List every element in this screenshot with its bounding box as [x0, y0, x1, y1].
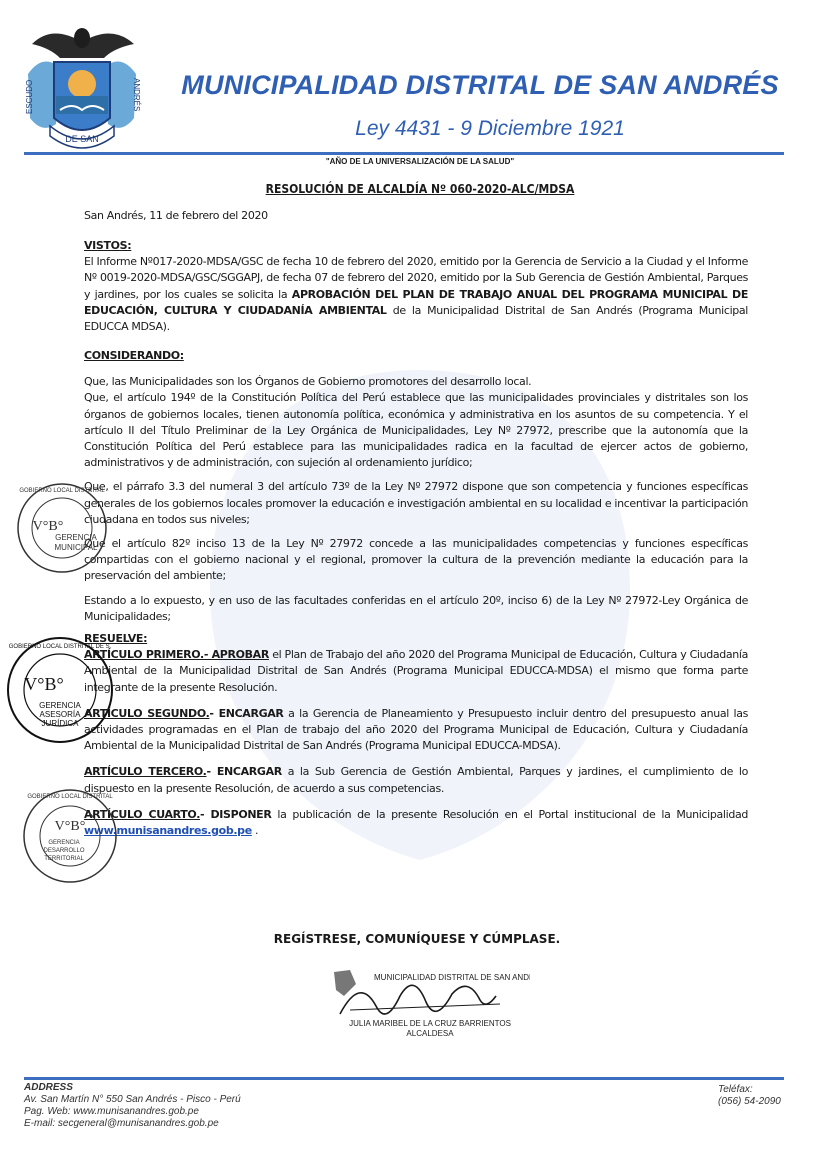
- stamp-1-text-2: MUNICIPAL: [54, 543, 98, 552]
- footer-address-line: Av. San Martín N° 550 San Andrés - Pisco - Perú: [24, 1094, 241, 1105]
- article-3-verb: - ENCARGAR: [206, 765, 282, 779]
- article-1: [84, 647, 748, 696]
- resuelve-heading: RESUELVE:: [84, 632, 148, 646]
- stamp-3-text-3: TERRITORIAL: [44, 856, 84, 862]
- signature-graphic: [330, 966, 530, 1038]
- considerando-5: Estando a lo expuesto, y en uso de las facultades conferidas en el artículo 20º, inciso 6) de la Ley Nº 27972-Ley Orgánica de Municipalidades;: [84, 593, 748, 623]
- footer-divider: [24, 1077, 784, 1080]
- considerando-2: Que, el artículo 194º de la Constitución Política del Perú establece que las municipalidades provinciales y distritales son los órganos de gobiernos locales, tienen autonomía política, económica y administrativa en los asuntos de su competencia. Y el artículo II del Título Preliminar de la Ley Orgánica de Municipalidades, Ley Nº 27972, prescribe que la autonomía que la Constitución Política del Perú establece para las municipalidades radica en la facultad de ejercer actos de gobierno, administrativos y de administración, con sujeción al ordenamiento jurídico;: [84, 391, 748, 470]
- considerando-heading: CONSIDERANDO:: [84, 349, 184, 362]
- footer-address-label: ADDRESS: [24, 1082, 73, 1093]
- vistos-text: El Informe Nº017-2020-MDSA/GSC de fecha 10 de febrero del 2020, emitido por la Gerencia de Servicio a la Ciudad y el Informe Nº 0019-2020-MDSA/GSC/SGGAPJ, de fecha 07 de febrero del 2020, emitido por la Sub Gerencia de Gestión Ambiental, Parques y jardines, por los cuales se solicita la: [84, 255, 748, 301]
- header-divider: [24, 152, 784, 155]
- stamp-2-text-1: GERENCIA: [39, 701, 81, 710]
- stamp-1-vb: V°B°: [32, 519, 64, 534]
- article-3-label: ARTÍCULO TERCERO.: [84, 765, 207, 779]
- footer-phone: (056) 54-2090: [718, 1096, 781, 1107]
- stamp-3-vb: V°B°: [54, 819, 86, 834]
- article-3-text: a la Sub Gerencia de Gestión Ambiental, Parques y jardines, el cumplimiento de lo dispuesto en la presente Resolución, de acuerdo a sus competencias.: [84, 765, 748, 795]
- stamp-2-text-2: ASESORÍA: [39, 710, 81, 719]
- article-4-text: la publicación de la presente Resolución en el Portal institucional de la Municipalidad: [271, 807, 748, 821]
- law-subtitle: Ley 4431 - 9 Diciembre 1921: [355, 117, 625, 140]
- date-line: San Andrés, 11 de febrero del 2020: [84, 209, 268, 222]
- signature-seal-line: MUNICIPALIDAD DISTRITAL DE SAN ANDRES: [374, 973, 530, 982]
- closing-formula: REGÍSTRESE, COMUNÍQUESE Y CÚMPLASE.: [273, 932, 561, 946]
- considerando-4: Que el artículo 82º inciso 13 de la Ley Nº 27972 concede a las municipalidades competencias y funciones específicas compartidas con el gobierno nacional y el regional, promover la cultura de la prevención mediante la educación para la preservación del ambiente;: [84, 537, 748, 583]
- vistos-paragraph: [84, 254, 748, 335]
- stamp-1-text-1: GERENCIA: [55, 533, 97, 542]
- signature-block: [330, 966, 530, 1038]
- municipal-crest-logo: [22, 14, 142, 154]
- footer-address: [24, 1082, 241, 1130]
- stamp-3-text-1: GERENCIA: [48, 840, 80, 846]
- considerando-3: Que, el párrafo 3.3 del numeral 3 del artículo 73º de la Ley Nº 27972 dispone que son competencia y funciones específicas generales de los gobiernos locales promover la educación e investigación ambiental en su localidad e incentivar la participación ciudadana en todos sus niveles;: [84, 480, 748, 526]
- year-motto: "AÑO DE LA UNIVERSALIZACIÓN DE LA SALUD": [325, 157, 515, 166]
- footer-phone-label: Teléfax:: [718, 1084, 753, 1095]
- stamp-2-vb: V°B°: [24, 674, 64, 694]
- stamp-3-text-2: DESARROLLO: [43, 848, 85, 854]
- stamp-desarrollo-territorial: [20, 786, 120, 886]
- stamp-2-ring: GOBIERNO LOCAL DISTRITAL DE S.: [8, 644, 112, 650]
- resolution-title: RESOLUCIÓN DE ALCALDÍA Nº 060-2020-ALC/MDSA: [265, 182, 575, 196]
- stamp-3-ring: GOBIERNO LOCAL DISTRITAL: [27, 794, 113, 800]
- article-1-label: ARTÍCULO PRIMERO.- APROBAR: [84, 648, 269, 662]
- crest-text-left: ESCUDO: [25, 79, 34, 114]
- footer-email-line: E-mail: secgeneral@munisanandres.gob.pe: [24, 1118, 219, 1129]
- crest-text-right: ANDRÉS: [132, 78, 141, 112]
- stamp-2-text-3: JURÍDICA: [41, 719, 79, 728]
- article-2-label: ARTÍCULO SEGUNDO.: [84, 706, 210, 720]
- signatory-role: ALCALDESA: [406, 1029, 454, 1038]
- vistos-text-end: de la Municipalidad Distrital de San Andrés (Programa Municipal EDUCCA MDSA).: [84, 303, 749, 334]
- article-4-verb: - DISPONER: [200, 807, 272, 821]
- stamp-gerencia-municipal: [14, 480, 110, 576]
- article-4-end: .: [251, 824, 259, 838]
- article-2-text: a la Gerencia de Planeamiento y Presupuesto incluir dentro del presupuesto anual las actividades programadas en el Plan de trabajo del año 2020 del Programa Municipal de Educación, Cultura y Ciudadanía Ambiental de la Municipalidad Distrital de San Andrés (Programa Municipal EDUCCA-MDSA).: [84, 706, 748, 753]
- footer-contact: [718, 1084, 781, 1108]
- stamp-asesoria-juridica: [4, 634, 116, 746]
- considerando-1: Que, las Municipalidades son los Órganos de Gobierno promotores del desarrollo local.: [84, 375, 532, 389]
- vistos-heading: VISTOS:: [84, 239, 132, 252]
- portal-link[interactable]: www.munisanandres.gob.pe: [84, 824, 252, 838]
- vistos-bold-text: APROBACIÓN DEL PLAN DE TRABAJO ANUAL DEL PROGRAMA MUNICIPAL DE EDUCACIÓN, CULTURA Y CIUDADANÍA AMBIENTAL: [84, 287, 749, 317]
- article-4-label: ARTÍCULO CUARTO.: [84, 807, 201, 821]
- article-2-verb: - ENCARGAR: [209, 706, 284, 720]
- footer-web-line: Pag. Web: www.munisanandres.gob.pe: [24, 1106, 199, 1117]
- municipality-title: MUNICIPALIDAD DISTRITAL DE SAN ANDRÉS: [181, 70, 779, 100]
- article-2: [84, 706, 748, 755]
- considerando-section: [84, 348, 748, 839]
- vistos-section: [84, 238, 748, 335]
- article-4: [84, 807, 748, 839]
- signatory-name: JULIA MARIBEL DE LA CRUZ BARRIENTOS: [349, 1019, 511, 1028]
- article-1-text: el Plan de Trabajo del año 2020 del Programa Municipal de Educación, Cultura y Ciudadanía Ambiental de la Municipalidad Distrital de San Andrés (Programa Municipal EDUCCA-MDSA) el mismo que forma parte integrante de la presente Resolución.: [84, 648, 749, 694]
- stamp-1-ring: GOBIERNO LOCAL DISTRITAL: [19, 488, 105, 494]
- article-3: [84, 764, 748, 796]
- crest-text-bottom: DE SAN: [65, 134, 99, 144]
